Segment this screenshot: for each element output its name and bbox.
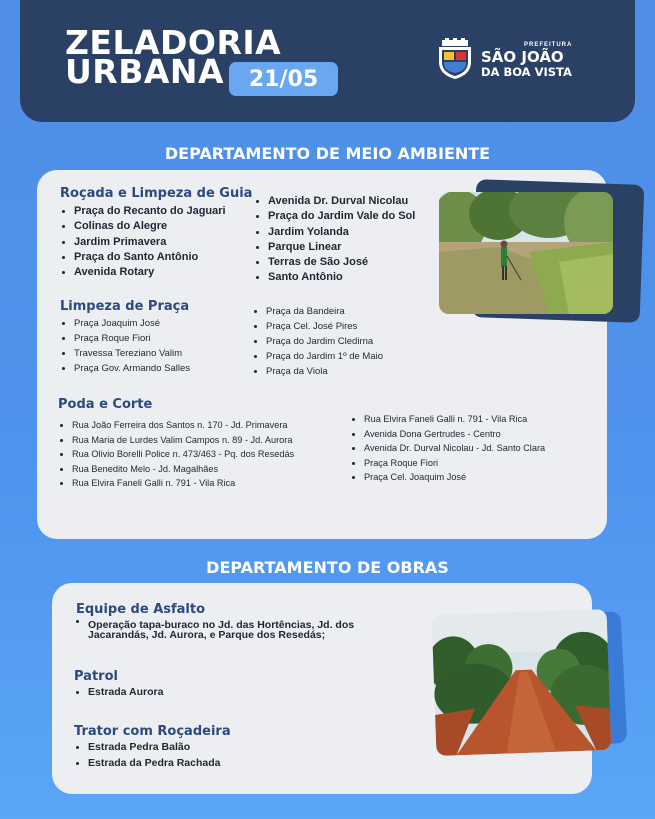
list-item: Praça Joaquim José — [60, 316, 190, 331]
list-item: Santo Antônio — [254, 270, 415, 285]
list-item: Rua Elvira Faneli Galli n. 791 - Vila Rica — [58, 476, 294, 491]
city-logo — [436, 38, 596, 82]
list-item: Terras de São José — [254, 255, 415, 270]
list-item: Praça da Viola — [252, 364, 383, 379]
list-item: Rua Olivio Borelli Police n. 473/463 - Pq. dos Resedás — [58, 447, 294, 462]
poda-list-2 — [350, 412, 545, 485]
list-item: Estrada Pedra Balão — [74, 739, 220, 755]
list-item: Travessa Tereziano Valim — [60, 346, 190, 361]
logo-line-1: SÃO JOÃO — [481, 48, 564, 66]
list-item: Parque Linear — [254, 240, 415, 255]
dept-obras-title: DEPARTAMENTO DE OBRAS — [206, 558, 449, 577]
list-item: Praça Gov. Armando Salles — [60, 361, 190, 376]
list-item: Estrada Aurora — [74, 684, 163, 700]
list-item: Rua João Ferreira dos Santos n. 170 - Jd. Primavera — [58, 418, 294, 433]
dirt-road-photo — [432, 609, 612, 756]
rocada-title: Roçada e Limpeza de Guia — [60, 186, 253, 201]
limpeza-list-1 — [60, 316, 190, 376]
logo-line-2: DA BOA VISTA — [481, 65, 572, 79]
park-worker-photo — [439, 192, 613, 314]
header-banner — [20, 0, 635, 122]
list-item: Avenida Dr. Durval Nicolau - Jd. Santo Clara — [350, 441, 545, 456]
trator-list — [74, 739, 220, 771]
list-item: Avenida Rotary — [60, 265, 226, 280]
poda-title: Poda e Corte — [58, 397, 153, 412]
list-item: Praça do Jardim Cledirna — [252, 334, 383, 349]
list-item: Jardim Primavera — [60, 235, 226, 250]
dept-meio-ambiente-title: DEPARTAMENTO DE MEIO AMBIENTE — [164, 144, 491, 163]
list-item: Avenida Dona Gertrudes - Centro — [350, 427, 545, 442]
list-item: Praça da Bandeira — [252, 304, 383, 319]
road-photo-art — [432, 609, 612, 756]
list-item: Rua Maria de Lurdes Valim Campos n. 89 - Jd. Aurora — [58, 433, 294, 448]
limpeza-title: Limpeza de Praça — [60, 299, 190, 314]
list-item: Colinas do Alegre — [60, 219, 226, 234]
list-item: Praça Cel. Joaquim José — [350, 470, 545, 485]
list-item: Praça do Recanto do Jaguari — [60, 204, 226, 219]
title-line-1: ZELADORIA — [65, 23, 282, 62]
list-item: Rua Benedito Melo - Jd. Magalhães — [58, 462, 294, 477]
list-item: Praça do Jardim Vale do Sol — [254, 209, 415, 224]
list-item: Estrada da Pedra Rachada — [74, 755, 220, 771]
logo-prefix: PREFEITURA — [524, 42, 573, 48]
poda-list-1 — [58, 418, 294, 491]
park-photo-art — [439, 192, 613, 314]
crest-icon — [436, 38, 474, 80]
limpeza-list-2 — [252, 304, 383, 379]
asfalto-list — [74, 620, 359, 640]
list-item: Jardim Yolanda — [254, 225, 415, 240]
asfalto-title: Equipe de Asfalto — [76, 602, 206, 617]
trator-title: Trator com Roçadeira — [74, 724, 231, 739]
rocada-list-2 — [254, 194, 415, 286]
list-item: Praça Cel. José Pires — [252, 319, 383, 334]
list-item: Operação tapa-buraco no Jd. das Hortências, Jd. dos Jacarandás, Jd. Aurora, e Parque dos Resedás; — [74, 620, 359, 640]
rocada-list-1 — [60, 204, 226, 280]
list-item: Praça Roque Fiori — [350, 456, 545, 471]
list-item: Avenida Dr. Durval Nicolau — [254, 194, 415, 209]
patrol-title: Patrol — [74, 669, 118, 684]
patrol-list — [74, 684, 163, 700]
title-line-2: URBANA — [65, 52, 225, 91]
list-item: Praça do Santo Antônio — [60, 250, 226, 265]
date-badge: 21/05 — [229, 62, 338, 96]
list-item: Rua Elvira Faneli Galli n. 791 - Vila Rica — [350, 412, 545, 427]
list-item: Praça do Jardim 1º de Maio — [252, 349, 383, 364]
list-item: Praça Roque Fiori — [60, 331, 190, 346]
